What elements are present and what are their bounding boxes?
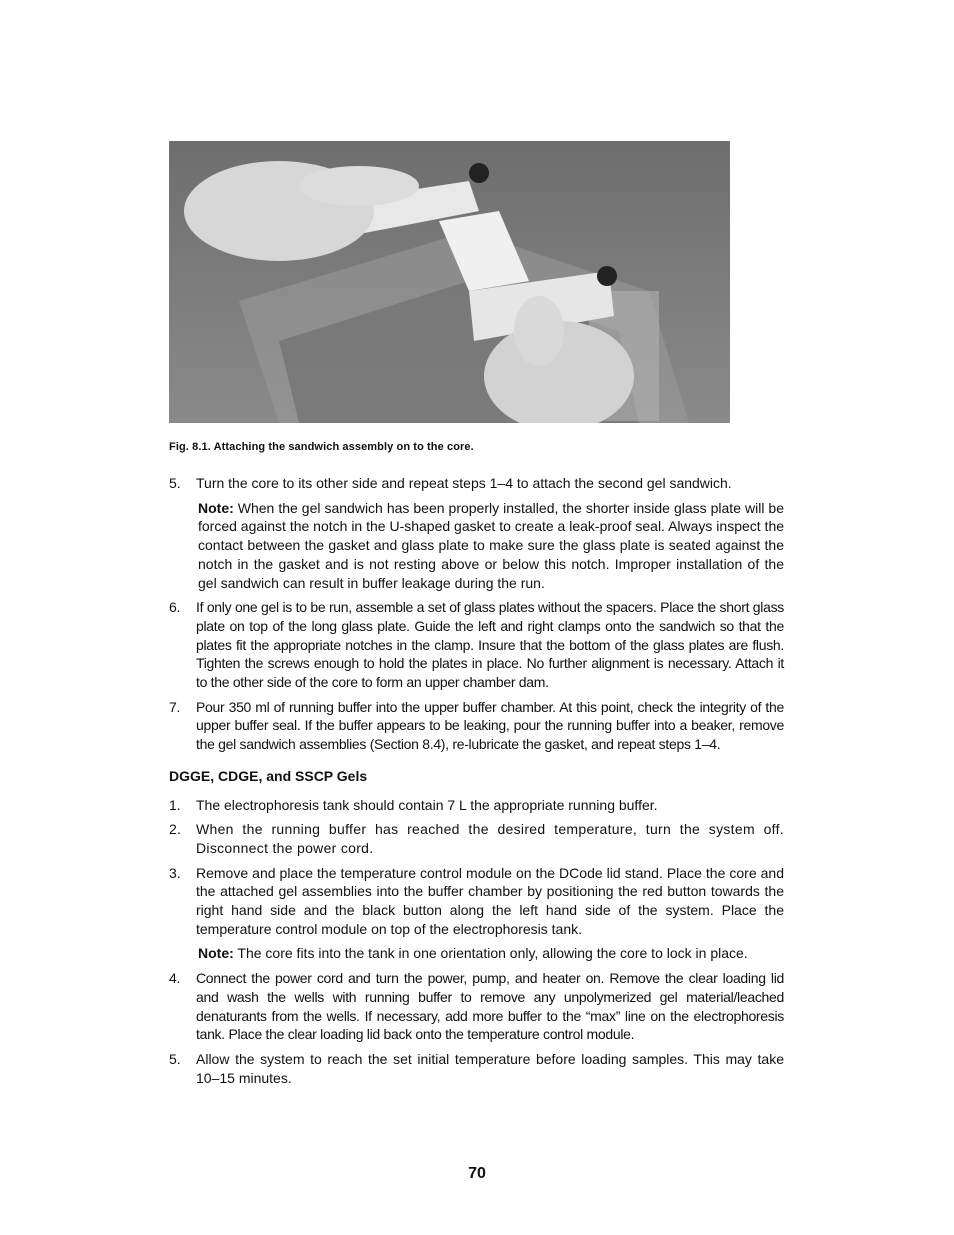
note-text: When the gel sandwich has been properly installed, the shorter inside glass plate will be forced against the notch in the U-shaped gasket to create a leak-proof seal. Always inspect the contact between the gasket and glass plate to make sure the glass plate is seated against the notch in the gasket and is not resting above or below this notch. Improper installation of the gel sandwich can result in buffer leakage during the run. (198, 499, 785, 591)
list-item-number: 4. (169, 970, 181, 987)
section-heading: DGGE, CDGE, and SSCP Gels (169, 767, 368, 784)
list-item-text: Connect the power cord and turn the power, pump, and heater on. Remove the clear loading lid and wash the wells with running buffer to remove any unpolymerized gel material/leached denaturants from the wells. If necessary, add more buffer to the “max” line on the electrophoresis tank. Place the clear loading lid back onto the temperature control module. (196, 970, 784, 1043)
note-label: Note: (198, 499, 234, 516)
list-item-text: Remove and place the temperature control module on the DCode lid stand. Place the core and the attached gel assemblies into the buffer chamber by positioning the red button towards the right hand side and the black button along the left hand side of the system. Place the temperature control module on top of the electrophoresis tank. (196, 864, 784, 937)
list-item-text: When the running buffer has reached the desired temperature, turn the system off. Disconnect the power cord. (196, 821, 784, 856)
list-item-text: Turn the core to its other side and repeat steps 1–4 to attach the second gel sandwich. (196, 475, 732, 491)
list-item-number: 5. (169, 1050, 181, 1067)
list-item (169, 864, 784, 939)
list-item-text: The electrophoresis tank should contain 7 L the appropriate running buffer. (196, 796, 658, 813)
list-item-number: 7. (169, 698, 181, 715)
note (169, 499, 784, 593)
note-text: The core fits into the tank in one orientation only, allowing the core to lock in place. (233, 945, 748, 962)
list-item-number: 6. (169, 599, 181, 616)
photo-illustration (169, 141, 730, 423)
list-item-number: 3. (169, 864, 181, 881)
list-item-number: 2. (169, 821, 182, 838)
list-item-text: If only one gel is to be run, assemble a set of glass plates without the spacers. Place the short glass plate on top of the long glass plate. Guide the left and right clamps onto the sandwich so that the plates fit the appropriate notches in the clamp. Insure that the bottom of the glass plates are flush. Tighten the screws enough to hold the plates in place. No further alignment is necessary. Attach it to the other side of the core to form an upper chamber dam. (196, 599, 784, 691)
list-item (169, 796, 784, 815)
note-label: Note: (198, 945, 234, 962)
note (169, 944, 784, 963)
list-item (169, 1050, 784, 1087)
list-item (169, 474, 784, 493)
list-item-number: 5. (169, 475, 181, 491)
figure-photo (169, 141, 730, 423)
list-item (169, 698, 784, 754)
page-content (169, 474, 784, 1087)
list-item-text: Allow the system to reach the set initial temperature before loading samples. This may take 10–15 minutes. (196, 1050, 784, 1086)
list-item-text: Pour 350 ml of running buffer into the upper buffer chamber. At this point, check the integrity of the upper buffer seal. If the buffer appears to be leaking, pour the running buffer into a beaker, remove the gel sandwich assemblies (Section 8.4), re-lubricate the gasket, and repeat steps 1–4. (196, 698, 784, 753)
figure-caption: Fig. 8.1. Attaching the sandwich assembly on to the core. (169, 441, 474, 453)
list-item-number: 1. (169, 796, 181, 813)
page-number: 70 (468, 1165, 486, 1182)
list-item (169, 598, 784, 692)
list-item (169, 820, 784, 857)
list-item (169, 969, 784, 1044)
